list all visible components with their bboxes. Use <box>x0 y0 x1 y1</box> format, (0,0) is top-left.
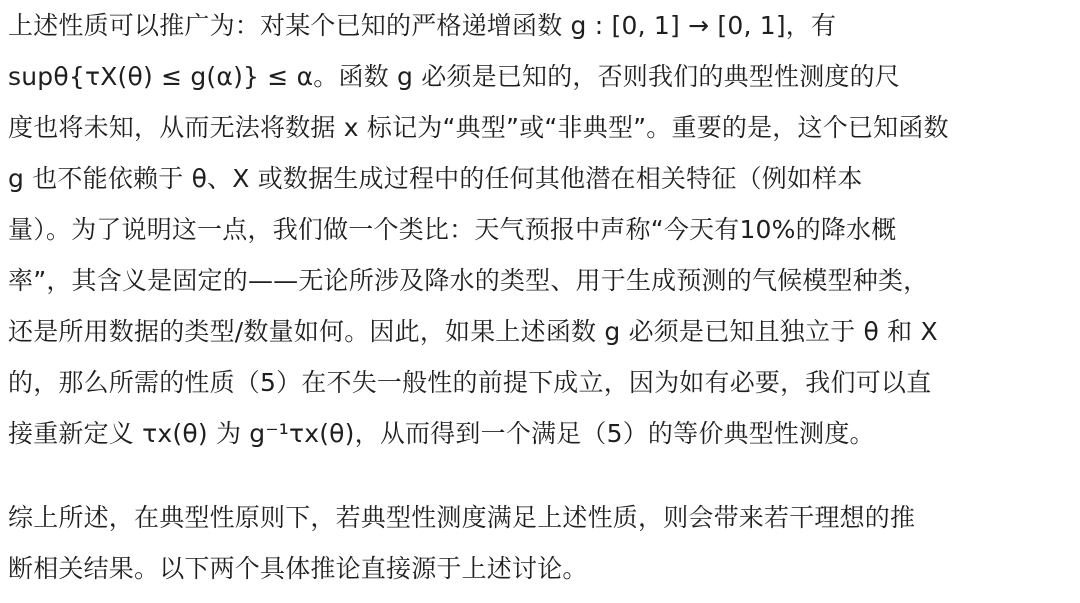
text-line: 还是所用数据的类型/数量如何。因此，如果上述函数 g 必须是已知且独立于 θ 和 X <box>8 317 938 346</box>
text-line: 接重新定义 τx(θ) 为 g⁻¹τx(θ)，从而得到一个满足（5）的等价典型性测度。 <box>8 419 875 448</box>
text-line: 的，那么所需的性质（5）在不失一般性的前提下成立，因为如有必要，我们可以直 <box>8 368 932 397</box>
text-line: g 也不能依赖于 θ、X 或数据生成过程中的任何其他潜在相关特征（例如样本 <box>8 164 863 193</box>
text-line: 综上所述，在典型性原则下，若典型性测度满足上述性质，则会带来若干理想的推 <box>8 503 916 532</box>
text-line: 率”，其含义是固定的——无论所涉及降水的类型、用于生成预测的气候模型种类， <box>8 266 929 295</box>
text-line: 断相关结果。以下两个具体推论直接源于上述讨论。 <box>8 554 588 583</box>
paragraph-typicality-property <box>8 0 1072 459</box>
paragraph-summary <box>8 492 1072 594</box>
text-line: 上述性质可以推广为：对某个已知的严格递增函数 g : [0, 1] → [0, 1]，有 <box>8 11 837 40</box>
text-line: supθ{τX(θ) ≤ g(α)} ≤ α。函数 g 必须是已知的，否则我们的典型性测度的尺 <box>8 62 901 91</box>
text-line: 量）。为了说明这一点，我们做一个类比：天气预报中声称“今天有10%的降水概 <box>8 215 897 244</box>
text-line: 度也将未知，从而无法将数据 x 标记为“典型”或“非典型”。重要的是，这个已知函数 <box>8 113 949 142</box>
